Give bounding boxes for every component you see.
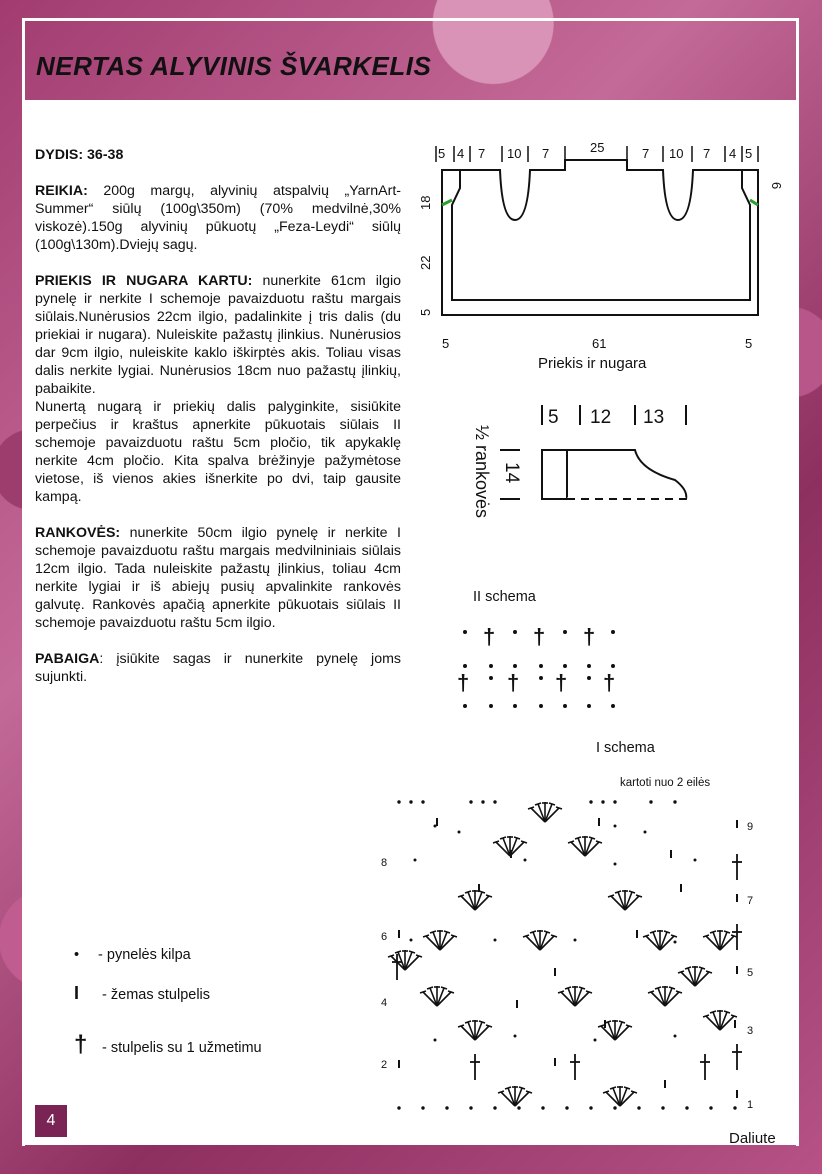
sleeves-text: nunerkite 50cm ilgio pynelę ir nerkite I schemoje pavaizduotu raštu margais medvilniniais siūlais 12cm ilgio. Tada nuleiskite pažastų įlinkius, toliau 4cm nerkite lygiai ir iš abiejų pusių apvalinkite rankovės galvutę. Rankovės apačią apnerkite pūkuotais siūlais II schemoje pavaizduotu raštu 5cm ilgio. [35, 525, 401, 631]
size-value: 36-38 [87, 147, 124, 163]
legend-item-low [74, 983, 374, 1031]
dim-left-2: 22 [418, 255, 433, 270]
dim-left-3: 5 [418, 308, 433, 316]
legend-low-stitch-icon: I [74, 983, 80, 1003]
body-caption: Priekis ir nugara [538, 355, 647, 372]
dim-top-5: 7 [542, 146, 550, 161]
dim-top-11: 5 [745, 146, 753, 161]
needs-label: REIKIA: [35, 183, 88, 199]
dim-top-9: 7 [703, 146, 711, 161]
row-num-7: 7 [747, 895, 754, 907]
row-num-6: 6 [381, 931, 388, 943]
dim-top-4: 10 [507, 146, 522, 161]
title-bar [22, 18, 797, 101]
sleeve-side-label: ½ rankovės [472, 425, 492, 519]
schema-1-title: I schema [596, 740, 655, 756]
svg-text:†: † [533, 624, 546, 649]
legend-text: - pynelės kilpa [98, 947, 191, 963]
svg-text:†: † [457, 670, 470, 695]
dim-top-3: 7 [478, 146, 486, 161]
legend-text: - stulpelis su 1 užmetimu [102, 1040, 262, 1056]
sleeve-side-dim: 14 [501, 462, 522, 484]
svg-text:†: † [483, 624, 496, 649]
sleeve-dim-3: 13 [643, 407, 665, 428]
sleeve-dim-2: 12 [590, 407, 612, 428]
schema-2-title: II schema [473, 589, 536, 605]
legend-dot-icon: • [74, 947, 80, 963]
legend-item-tall [74, 1031, 374, 1059]
svg-text:†: † [507, 670, 520, 695]
dim-top-10: 4 [729, 146, 737, 161]
dim-bottom-3: 5 [745, 336, 753, 351]
pattern-text [35, 146, 401, 686]
dim-top-7: 7 [642, 146, 650, 161]
front-back-label: PRIEKIS IR NUGARA KARTU: [35, 273, 253, 289]
page-title: NERTAS ALYVINIS ŠVARKELIS [36, 51, 432, 81]
size-label: DYDIS: [35, 147, 84, 163]
front-back-text-2: Nunertą nugarą ir priekių dalis palyginkite, sisiūkite perpečius ir kraštus apnerkite pūkuotais siūlais II schemoje pavaizduotu raštu 5cm pločio, tik apykaklę nerkite 4cm pločio. Kita spalva brėžinyje pažymėtose vietose, iš vienos akies išnerkite po dvi, taip gausite kampą. [35, 399, 401, 505]
legend [74, 947, 374, 1059]
schema-2-chart [455, 620, 635, 715]
legend-text: - žemas stulpelis [102, 987, 211, 1003]
signature: Daliute [729, 1130, 776, 1147]
row-num-9: 9 [747, 821, 754, 833]
dim-bottom-2: 61 [592, 336, 607, 351]
dim-top-1: 5 [438, 146, 446, 161]
finish-text: : įsiūkite sagas ir nunerkite pynelę joms sujunkti. [35, 651, 401, 685]
body-top-dims [438, 140, 752, 161]
schema-1-repeat: kartoti nuo 2 eilės [620, 777, 711, 789]
sleeve-diagram [470, 395, 700, 545]
dim-top-6: 25 [590, 140, 605, 155]
row-num-8: 8 [381, 857, 388, 869]
row-num-1: 1 [747, 1099, 754, 1111]
sleeve-dim-1: 5 [548, 407, 559, 428]
needs-text: 200g margų, alyvinių atspalvių „YarnArt-Summer“ siūlų (100g\350m) (70% medvilnė,30% viskozė).150g alyvinių pūkuotų „Feza-Leydi“ siūlų (100g\130m).Dviejų sagų. [35, 183, 401, 253]
schema-1-chart [375, 790, 775, 1120]
finish-label: PABAIGA [35, 651, 100, 667]
row-num-3: 3 [747, 1025, 754, 1037]
dim-right: 6 [769, 182, 784, 190]
sleeves-label: RANKOVĖS: [35, 525, 121, 541]
row-num-2: 2 [381, 1059, 388, 1071]
row-num-4: 4 [381, 997, 388, 1009]
dim-top-8: 10 [669, 146, 684, 161]
legend-item-chain [74, 947, 374, 983]
page-number: 4 [35, 1105, 67, 1137]
legend-tall-stitch-icon: † [74, 1031, 88, 1058]
svg-text:†: † [583, 624, 596, 649]
svg-text:†: † [555, 670, 568, 695]
dim-bottom-1: 5 [442, 336, 450, 351]
dim-top-2: 4 [457, 146, 465, 161]
front-back-text: nunerkite 61cm ilgio pynelę ir nerkite I schemoje pavaizduotu raštu margais siūlais.Nunėrusios 22cm ilgio, padalinkite į tris dalis (du priekiai ir nugara). Nuleiskite pažastų įlinkius. Nunėrusios dar 9cm ilgio, nuleiskite kaklo iškirptės akis. Toliau visas dalis nerkite lygiai. Nunėrusios 18cm nuo pažastų įlinkių, pabaikite. [35, 273, 402, 397]
row-num-5: 5 [747, 967, 754, 979]
svg-text:†: † [603, 670, 616, 695]
body-diagram [418, 130, 784, 380]
dim-left-1: 18 [418, 195, 433, 210]
